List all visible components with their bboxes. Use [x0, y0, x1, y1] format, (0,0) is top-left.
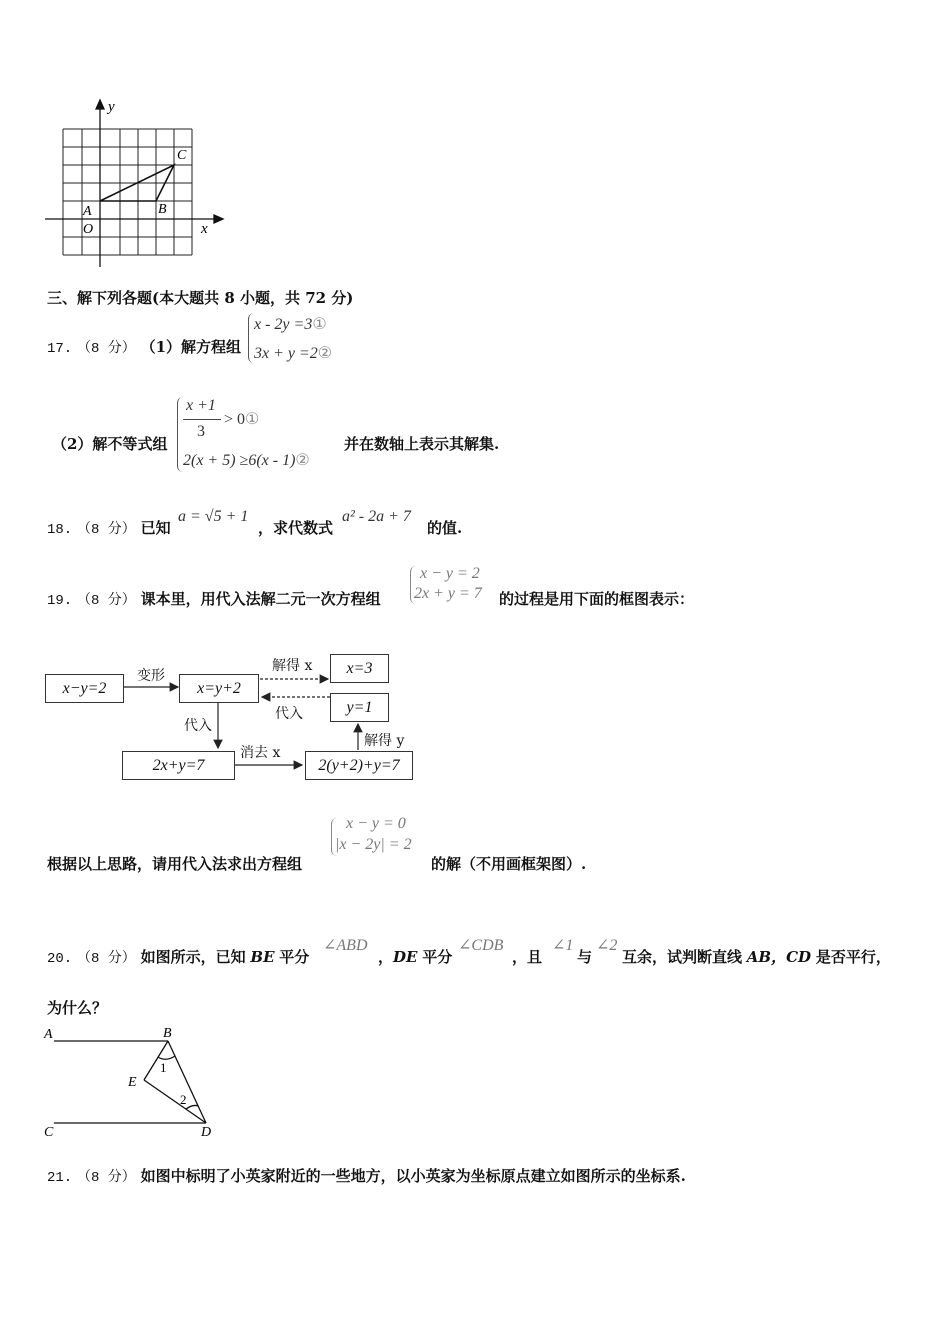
q18-text2: ，求代数式 [258, 519, 334, 537]
q20-de: DE [393, 948, 418, 966]
q20-figure [40, 1020, 230, 1145]
q17-fraction-bar [183, 419, 221, 420]
fig-label-2: 2 [180, 1092, 187, 1107]
section-heading: 三、解下列各题(本大题共 8 小题，共 72 分) [47, 289, 354, 307]
axis-y-label: y [108, 99, 115, 115]
fig-label-a: A [44, 1027, 53, 1042]
q17-equation2: 3x + y =2② [254, 345, 333, 362]
q17-inequality2: 2(x + 5) ≥6(x - 1)② [183, 452, 310, 469]
flow-label-solve-x: 解得 x [272, 658, 313, 674]
q20-score: （8 分） [77, 951, 136, 967]
q19-system2-eq1: x − y = 0 [346, 815, 406, 832]
q19-score: （8 分） [77, 593, 136, 609]
q20-text4: 平分 [422, 948, 453, 966]
q21-line [47, 1165, 686, 1186]
q21-number: 21. [47, 1170, 73, 1186]
q20-number: 20. [47, 951, 73, 967]
q20-text2: 平分 [279, 948, 310, 966]
q19-line1 [47, 588, 381, 609]
q20-line1 [47, 946, 309, 967]
axis-x-label: x [201, 221, 208, 237]
angle-arc-2 [186, 1105, 198, 1109]
q18-score: （8 分） [77, 522, 136, 538]
q20-angle-abd: ∠ABD [323, 937, 368, 954]
q20-be: BE [250, 948, 275, 966]
q17-number: 17. [47, 341, 73, 357]
q20-text9: 为什么？ [47, 999, 108, 1017]
q20-angle2: ∠2 [596, 937, 618, 954]
q20-text5: ，且 [512, 948, 543, 966]
flow-box-y-eq-1: y=1 [330, 693, 389, 722]
q17-line1 [47, 336, 241, 357]
fig-label-c: C [44, 1125, 54, 1140]
origin-label: O [83, 222, 94, 237]
q19-system2-eq2: |x − 2y| = 2 [335, 836, 412, 853]
q17-ineq1-numerator: x +1 [186, 397, 216, 414]
fig-label-d: D [201, 1125, 212, 1140]
q20-tail: 互余，试判断直线 AB，CD 是否平行， [622, 948, 891, 966]
flow-box-x-minus-y: x−y=2 [45, 674, 124, 703]
segment-bd [168, 1041, 206, 1123]
flow-label-substitute1: 代入 [275, 706, 303, 722]
q19-text3: 根据以上思路，请用代入法求出方程组 [47, 855, 303, 873]
q20-text1: 如图所示，已知 [140, 948, 246, 966]
q20-ab-cd: AB，CD [746, 948, 812, 966]
flow-label-transform: 变形 [137, 668, 165, 684]
flow-box-substituted: 2(y+2)+y=7 [305, 751, 413, 780]
q19-system-eq2: 2x + y = 7 [414, 585, 482, 602]
q18-text3: 的值. [427, 519, 463, 537]
q21-score: （8 分） [77, 1170, 136, 1186]
coordinate-grid-figure [40, 95, 230, 275]
point-c-label: C [177, 148, 187, 163]
flow-label-solve-y: 解得 y [364, 733, 405, 749]
q19-system-eq1: x − y = 2 [420, 565, 480, 582]
point-b-label: B [158, 202, 167, 217]
point-a-label: A [83, 204, 92, 219]
flow-box-x-eq-y-plus-2: x=y+2 [179, 674, 259, 703]
q21-text: 如图中标明了小英家附近的一些地方，以小英家为坐标原点建立如图所示的坐标系. [140, 1167, 686, 1185]
q18-line [47, 517, 171, 538]
fig-label-b: B [163, 1026, 172, 1041]
q18-text1: 已知 [140, 519, 171, 537]
q17-equation1: x - 2y =3① [254, 316, 327, 333]
fig-label-e: E [128, 1075, 137, 1090]
q18-expression-a: a = √5 + 1 [178, 508, 249, 525]
q19-text1: 课本里，用代入法解二元一次方程组 [140, 590, 381, 608]
q17-ineq1-denominator: 3 [197, 423, 205, 440]
q20-mid1: ，DE 平分 [378, 948, 453, 966]
q18-number: 18. [47, 522, 73, 538]
q17-part1-label: （1）解方程组 [140, 338, 242, 356]
flow-label-substitute2: 代入 [184, 718, 212, 734]
q20-text6: 与 [577, 948, 593, 966]
q17-part2-label: （2）解不等式组 [52, 435, 168, 453]
fig-label-1: 1 [160, 1060, 167, 1075]
q17-part2-tail: 并在数轴上表示其解集. [344, 435, 500, 453]
flow-box-x-eq-3: x=3 [330, 654, 389, 683]
q17-ineq1-rhs: > 0① [224, 411, 260, 428]
q20-angle-cdb: ∠CDB [458, 937, 504, 954]
q17-score: （8 分） [77, 341, 136, 357]
q18-expression-b: a² - 2a + 7 [342, 508, 411, 525]
q19-text4: 的解（不用画框架图）. [431, 855, 587, 873]
angle-arc-1 [158, 1056, 175, 1059]
q19-text2: 的过程是用下面的框图表示： [499, 590, 695, 608]
q20-angle1: ∠1 [552, 937, 574, 954]
q19-number: 19. [47, 593, 73, 609]
flow-label-eliminate: 消去 x [240, 745, 281, 761]
flow-box-2x-plus-y: 2x+y=7 [122, 751, 235, 780]
